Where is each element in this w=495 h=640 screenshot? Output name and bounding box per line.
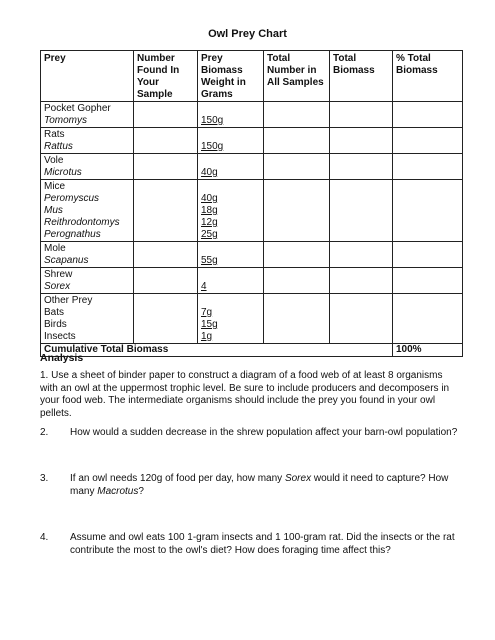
- biomass-value: [201, 269, 260, 281]
- percent-biomass-cell[interactable]: [393, 102, 463, 128]
- prey-common-name: Insects: [44, 331, 76, 342]
- prey-biomass-cell: [198, 294, 264, 344]
- prey-biomass-cell: [198, 154, 264, 180]
- owl-prey-table: [40, 50, 463, 357]
- prey-name-cell: [41, 242, 134, 268]
- page-title: Owl Prey Chart: [208, 28, 287, 40]
- biomass-value: [201, 155, 260, 167]
- number-found-cell[interactable]: [134, 128, 198, 154]
- question-text-part: How would a sudden decrease in the shrew population affect your barn-owl population?: [70, 427, 458, 438]
- prey-genus: Scapanus: [44, 255, 89, 266]
- percent-biomass-cell[interactable]: [393, 242, 463, 268]
- prey-common-name: Shrew: [44, 269, 73, 280]
- prey-biomass-cell: [198, 242, 264, 268]
- number-found-cell[interactable]: [134, 242, 198, 268]
- prey-genus: Sorex: [44, 281, 71, 292]
- biomass-value: 150g: [201, 115, 224, 126]
- number-found-cell[interactable]: [134, 294, 198, 344]
- total-number-cell[interactable]: [264, 242, 330, 268]
- total-number-cell[interactable]: [264, 154, 330, 180]
- prey-biomass-cell: [198, 180, 264, 242]
- total-biomass-cell[interactable]: [330, 294, 393, 344]
- header-number-found: Number Found In Your Sample: [134, 51, 198, 102]
- prey-group-row: [41, 242, 463, 268]
- prey-name-cell: [41, 294, 134, 344]
- biomass-value: 55g: [201, 255, 218, 266]
- prey-common-name: Mole: [44, 243, 66, 254]
- prey-group-row: [41, 180, 463, 242]
- question-text-part: would it need to capture? How many: [70, 473, 449, 497]
- analysis-question-1: 1. Use a sheet of binder paper to construct a diagram of a food web of at least 8 organisms with an owl at the uppermost trophic level. Be sure to include producers and decomposers in your food web. The intermediate organisms should include the prey you found in your owl pellets.: [40, 370, 450, 419]
- question-text-part: ?: [138, 485, 144, 497]
- biomass-value: [201, 295, 260, 307]
- biomass-value: 4: [201, 281, 207, 292]
- genus-name: Sorex: [284, 473, 312, 484]
- question-text: [70, 532, 465, 557]
- prey-genus: Mus: [44, 205, 63, 216]
- prey-group-row: [41, 102, 463, 128]
- prey-group-row: [41, 294, 463, 344]
- prey-common-name: Pocket Gopher: [44, 103, 111, 114]
- biomass-value: [201, 129, 260, 141]
- question-number: 2.: [40, 427, 49, 438]
- header-percent-biomass: % Total Biomass: [393, 51, 463, 102]
- number-found-cell[interactable]: [134, 180, 198, 242]
- prey-common-name: Bats: [44, 307, 65, 318]
- biomass-value: [201, 243, 260, 255]
- question-text: [70, 473, 465, 498]
- percent-biomass-cell[interactable]: [393, 128, 463, 154]
- analysis-heading: Analysis: [40, 352, 84, 364]
- biomass-value: 40g: [201, 193, 218, 204]
- total-number-cell[interactable]: [264, 180, 330, 242]
- biomass-value: 15g: [201, 319, 218, 330]
- cumulative-total-row: [41, 344, 463, 357]
- prey-name-cell: [41, 180, 134, 242]
- number-found-cell[interactable]: [134, 154, 198, 180]
- number-found-cell[interactable]: [134, 268, 198, 294]
- total-number-cell[interactable]: [264, 294, 330, 344]
- prey-biomass-cell: [198, 268, 264, 294]
- prey-group-row: [41, 128, 463, 154]
- biomass-value: 12g: [201, 217, 218, 228]
- biomass-value: 18g: [201, 205, 218, 216]
- prey-common-name: Vole: [44, 155, 64, 166]
- total-biomass-cell[interactable]: [330, 268, 393, 294]
- total-biomass-cell[interactable]: [330, 242, 393, 268]
- prey-name-cell: [41, 154, 134, 180]
- percent-biomass-cell[interactable]: [393, 268, 463, 294]
- prey-common-name: Rats: [44, 129, 65, 140]
- question-number: 3.: [40, 473, 49, 484]
- percent-biomass-cell[interactable]: [393, 154, 463, 180]
- biomass-value: [201, 103, 260, 115]
- cumulative-total-label: Cumulative Total Biomass: [41, 344, 393, 357]
- biomass-value: 25g: [201, 229, 218, 240]
- question-number: 4.: [40, 532, 49, 543]
- prey-genus: Microtus: [44, 167, 82, 178]
- total-number-cell[interactable]: [264, 268, 330, 294]
- prey-genus: Reithrodontomys: [44, 217, 120, 228]
- percent-biomass-cell[interactable]: [393, 180, 463, 242]
- biomass-value: 7g: [201, 307, 213, 318]
- total-biomass-cell[interactable]: [330, 180, 393, 242]
- prey-name-cell: [41, 128, 134, 154]
- biomass-value: 150g: [201, 141, 224, 152]
- total-number-cell[interactable]: [264, 128, 330, 154]
- prey-biomass-cell: [198, 102, 264, 128]
- total-number-cell[interactable]: [264, 102, 330, 128]
- prey-genus: Perognathus: [44, 229, 101, 240]
- biomass-value: 1g: [201, 331, 213, 342]
- question-text-part: Assume and owl eats 100 1-gram insects and 1 100-gram rat. Did the insects or the rat contribute the most to the owl's diet? How does foraging time affect this?: [70, 532, 455, 556]
- genus-name: Macrotus: [97, 485, 139, 497]
- prey-name-cell: [41, 268, 134, 294]
- total-biomass-cell[interactable]: [330, 102, 393, 128]
- header-total-biomass: Total Biomass: [330, 51, 393, 102]
- prey-common-name: Other Prey: [44, 295, 93, 306]
- total-biomass-cell[interactable]: [330, 128, 393, 154]
- prey-genus: Peromyscus: [44, 193, 100, 204]
- question-text: [70, 427, 465, 440]
- prey-group-row: [41, 268, 463, 294]
- biomass-value: 40g: [201, 167, 218, 178]
- question-text-part: If an owl needs 120g of food per day, how many: [70, 473, 285, 484]
- biomass-value: [201, 181, 260, 193]
- prey-genus: Rattus: [44, 141, 73, 152]
- total-biomass-cell[interactable]: [330, 154, 393, 180]
- percent-biomass-cell[interactable]: [393, 294, 463, 344]
- prey-name-cell: [41, 102, 134, 128]
- table-header-row: [41, 51, 463, 102]
- cumulative-total-percent: 100%: [393, 344, 463, 357]
- header-prey-biomass: Prey Biomass Weight in Grams: [198, 51, 264, 102]
- prey-common-name: Birds: [44, 319, 67, 330]
- prey-common-name: Mice: [44, 181, 66, 192]
- header-prey: Prey: [41, 51, 134, 102]
- prey-genus: Tomomys: [44, 115, 87, 126]
- prey-biomass-cell: [198, 128, 264, 154]
- number-found-cell[interactable]: [134, 102, 198, 128]
- header-total-number: Total Number in All Samples: [264, 51, 330, 102]
- prey-group-row: [41, 154, 463, 180]
